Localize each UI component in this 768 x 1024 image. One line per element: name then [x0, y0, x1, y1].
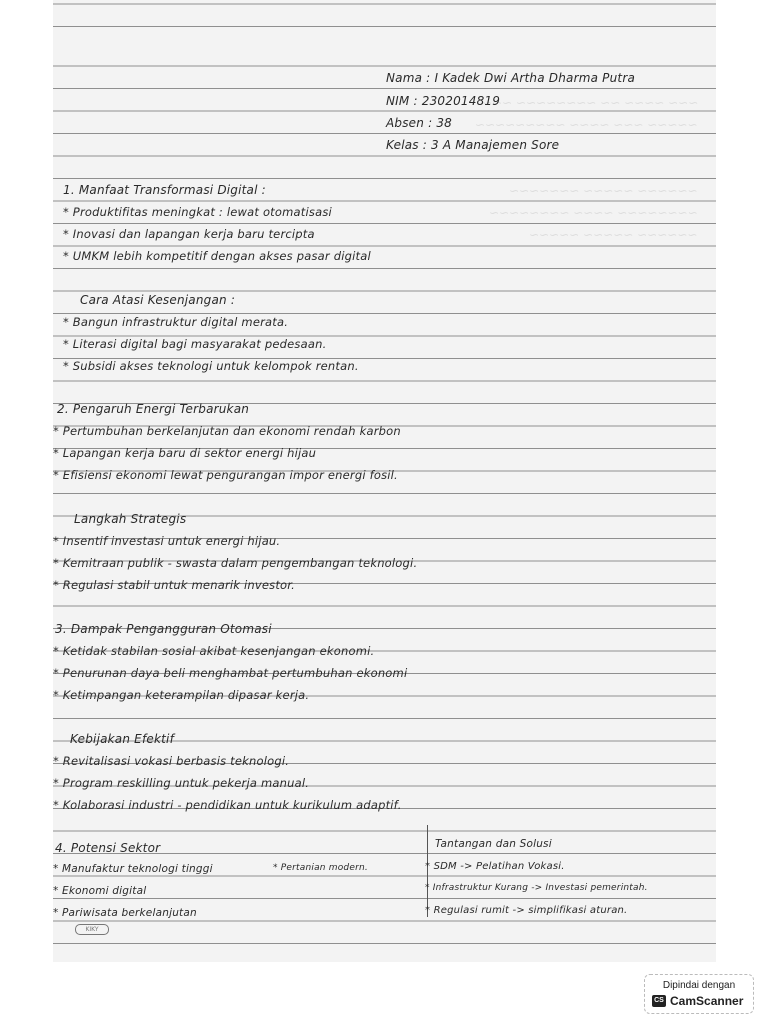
section-3-item: * Penurunan daya beli menghambat pertumbuhan ekonomi — [53, 666, 408, 680]
section-2-title: 2. Pengaruh Energi Terbarukan — [57, 402, 250, 416]
section-3-subitem: * Kolaborasi industri - pendidikan untuk kurikulum adaptif. — [53, 798, 402, 812]
section-1-subitem: * Subsidi akses teknologi untuk kelompok rentan. — [63, 359, 359, 373]
header-nim: NIM : 2302014819 — [386, 94, 501, 108]
section-4-extra-item: * Pertanian modern. — [273, 863, 368, 873]
header-absen: Absen : 38 — [386, 116, 453, 130]
bleed-through-text: ~~~ ~~~~ ~~ ~~~~~~~~ ~~~ — [481, 96, 698, 110]
header-nama: Nama : I Kadek Dwi Artha Dharma Putra — [386, 71, 636, 85]
section-3-item: * Ketidak stabilan sosial akibat kesenjangan ekonomi. — [53, 644, 375, 658]
section-4-right-item: * Regulasi rumit -> simplifikasi aturan. — [425, 905, 628, 916]
section-4-item: * Ekonomi digital — [53, 885, 147, 897]
scanner-caption: Dipindai dengan — [662, 980, 736, 991]
bleed-through-text: ~~~~~~ ~~~~~ ~~~~~~~ — [509, 184, 698, 198]
section-4-right-title: Tantangan dan Solusi — [435, 838, 552, 850]
section-4-right-item: * SDM -> Pelatihan Vokasi. — [425, 861, 565, 872]
section-2-subitem: * Regulasi stabil untuk menarik investor. — [53, 578, 296, 592]
section-3-subitem: * Program reskilling untuk pekerja manual. — [53, 776, 310, 790]
camscanner-watermark — [644, 974, 754, 1014]
section-3-item: * Ketimpangan keterampilan dipasar kerja. — [53, 688, 310, 702]
section-2-item: * Efisiensi ekonomi lewat pengurangan impor energi fosil. — [53, 468, 398, 482]
bleed-through-text: ~~~~~~~~ ~~~~ ~~~~~~~~ — [489, 206, 698, 220]
section-3-subtitle: Kebijakan Efektif — [70, 732, 174, 746]
bleed-through-text: ~~~~~ ~~~ ~~~~ ~~~~~~~~~ — [475, 118, 698, 132]
section-1-item: * Inovasi dan lapangan kerja baru tercipta — [63, 227, 315, 241]
camscanner-logo-icon: CS — [652, 995, 666, 1007]
section-1-subtitle: Cara Atasi Kesenjangan : — [80, 293, 236, 307]
scanner-name: CamScanner — [670, 994, 744, 1008]
bleed-through-text: ~~~~~~ ~~~~~ ~~~~~ — [529, 228, 698, 242]
section-4-item: * Manufaktur teknologi tinggi — [53, 863, 213, 875]
kiky-stamp: KIKY — [75, 924, 109, 935]
scanner-brand — [652, 994, 743, 1008]
section-1-title: 1. Manfaat Transformasi Digital : — [63, 183, 266, 197]
section-4-item: * Pariwisata berkelanjutan — [53, 907, 197, 919]
section-1-subitem: * Literasi digital bagi masyarakat pedesaan. — [63, 337, 327, 351]
header-kelas: Kelas : 3 A Manajemen Sore — [386, 138, 560, 152]
section-3-subitem: * Revitalisasi vokasi berbasis teknologi. — [53, 754, 290, 768]
section-2-subtitle: Langkah Strategis — [74, 512, 187, 526]
section-1-item: * UMKM lebih kompetitif dengan akses pasar digital — [63, 249, 371, 263]
section-2-subitem: * Kemitraan publik - swasta dalam pengembangan teknologi. — [53, 556, 418, 570]
scanned-page — [53, 0, 716, 962]
section-1-item: * Produktifitas meningkat : lewat otomatisasi — [63, 205, 332, 219]
section-3-title: 3. Dampak Pengangguran Otomasi — [55, 622, 272, 636]
section-2-item: * Lapangan kerja baru di sektor energi hijau — [53, 446, 317, 460]
section-2-subitem: * Insentif investasi untuk energi hijau. — [53, 534, 281, 548]
section-4-right-item: * Infrastruktur Kurang -> Investasi pemerintah. — [425, 883, 648, 893]
section-2-item: * Pertumbuhan berkelanjutan dan ekonomi rendah karbon — [53, 424, 401, 438]
section-4-title: 4. Potensi Sektor — [55, 841, 161, 855]
section-1-subitem: * Bangun infrastruktur digital merata. — [63, 315, 289, 329]
